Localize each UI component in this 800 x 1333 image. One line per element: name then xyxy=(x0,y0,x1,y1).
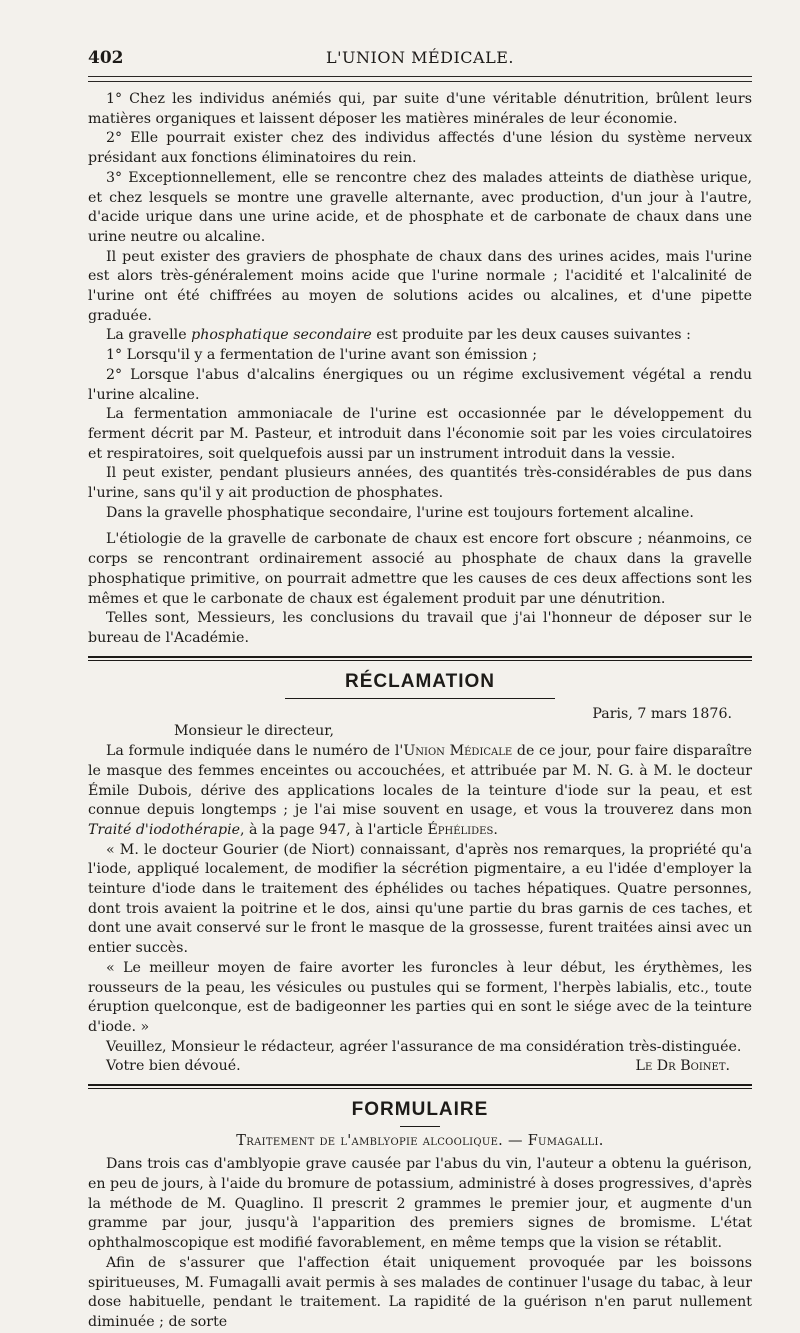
book-title: Traité d'iodothérapie xyxy=(88,821,241,838)
paragraph xyxy=(88,326,752,346)
text-run: est produite par les deux causes suivantes : xyxy=(371,327,691,344)
article-name: Éphélides xyxy=(427,821,494,838)
running-head: L'UNION MÉDICALE. xyxy=(326,48,514,67)
paragraph: L'étiologie de la gravelle de carbonate de chaux est encore fort obscure ; néanmoins, ce corps se rencontrant ordinairement associé au phosphate de chaux dans la gravelle phosphatique primitive, on pourrait admettre que les causes de ces deux affections sont les mêmes et que le carbonate de chaux est également produit par une dénutrition. xyxy=(88,531,752,607)
paragraph: « M. le docteur Gourier (de Niort) connaissant, d'après nos remarques, la propriété qu'a l'iode, appliqué localement, de modifier la sécrétion pigmentaire, a eu l'idée d'employer la teinture d'iode dans le traitement des éphélides ou taches hépatiques. Quatre personnes, dont trois avaient la poitrine et le dos, ainsi qu'une partie du bras garnis de ces taches, et dont une avait conservé sur le front le masque de la grossesse, furent traitées ainsi avec un entier succès. xyxy=(88,841,752,957)
reclamation-section xyxy=(88,671,752,1078)
section-title: RÉCLAMATION xyxy=(345,670,495,692)
paragraph: Afin de s'assurer que l'affection était uniquement provoquée par les boissons spiritueuses, M. Fumagalli avait permis à ses malades de continuer l'usage du tabac, à leur dose habituelle, pendant le traitement. La rapidité de la guérison n'en parut nullement diminuée ; de sorte xyxy=(88,1254,752,1330)
section-title: FORMULAIRE xyxy=(351,1099,489,1121)
intro-section xyxy=(88,90,752,649)
text-run: de ce jour, pour faire disparaître le masque des femmes enceintes ou accouchées, et attribuée par M. N. G. à M. le docteur Émile Dubois, dérive des applications locales de la teinture d'iode sur la peau, et est connue depuis longtemps ; je l'ai mise souvent en usage, et vous la trouverez dans mon xyxy=(88,743,752,819)
paragraph: Telles sont, Messieurs, les conclusions du travail que j'ai l'honneur de déposer sur le bureau de l'Académie. xyxy=(88,610,752,646)
paragraph: 1° Lorsqu'il y a fermentation de l'urine avant son émission ; xyxy=(106,347,537,364)
paragraph: 1° Chez les individus anémiés qui, par suite d'une véritable dénutrition, brûlent leurs matières organiques et laissent déposer les matières minérales de leur économie. xyxy=(88,91,752,127)
paragraph: Dans la gravelle phosphatique secondaire, l'urine est toujours fortement alcaline. xyxy=(106,504,694,521)
closing: Votre bien dévoué. xyxy=(106,1058,241,1075)
title-rule xyxy=(285,698,555,699)
paragraph xyxy=(88,742,752,841)
formulaire-section xyxy=(88,1099,752,1332)
signature: Le Dr Boinet. xyxy=(635,1058,730,1075)
header-rule xyxy=(88,81,752,82)
section-divider xyxy=(88,656,752,661)
paragraph: Veuillez, Monsieur le rédacteur, agréer l'assurance de ma considération très-distinguée. xyxy=(106,1038,742,1055)
article-title: Traitement de l'amblyopie alcoolique. — Fumagalli. xyxy=(236,1133,604,1150)
page-header xyxy=(88,46,752,77)
paragraph: Dans trois cas d'amblyopie grave causée par l'abus du vin, l'auteur a obtenu la guérison, en peu de jours, à l'aide du bromure de potassium, administré à doses progressives, d'après la méthode de M. Quaglino. Il prescrit 2 grammes le premier jour, et augmente d'un gramme par jour, jusqu'à l'apparition des premiers signes de bromisme. L'état ophthalmoscopique est modifié favorablement, en même temps que la vision se rétablit. xyxy=(88,1156,752,1252)
letter-date: Paris, 7 mars 1876. xyxy=(592,705,732,722)
title-rule xyxy=(400,1126,440,1127)
paragraph: La fermentation ammoniacale de l'urine est occasionnée par le développement du ferment décrit par M. Pasteur, et introduit dans l'économie soit par les voies circulatoires et respiratoires, soit quelquefois aussi par un instrument introduit dans la vessie. xyxy=(88,406,752,462)
text-run: La gravelle xyxy=(106,327,192,344)
italic-term: phosphatique secondaire xyxy=(191,327,372,344)
signature-line xyxy=(88,1057,752,1077)
paragraph: 3° Exceptionnellement, elle se rencontre chez des malades atteints de diathèse urique, et chez lesquels se montre une gravelle alternante, avec production, d'un jour à l'autre, d'acide urique dans une urine acide, et de phosphate et de carbonate de chaux dans une urine neutre ou alcaline. xyxy=(88,169,752,245)
text-run: , à la page 947, à l'article xyxy=(240,821,428,838)
journal-name: Union Médicale xyxy=(403,743,513,760)
paragraph: « Le meilleur moyen de faire avorter les furoncles à leur début, les érythèmes, les rousseurs de la peau, les vésicules ou pustules qui se forment, l'herpès labialis, etc., toute éruption quelconque, est de badigeonner les parties qui en sont le siége avec de la teinture d'iode. » xyxy=(88,959,752,1035)
paragraph: Il peut exister, pendant plusieurs années, des quantités très-considérables de pus dans l'urine, sans qu'il y ait production de phosphates. xyxy=(88,465,752,502)
text-run: La formule indiquée dans le numéro de l' xyxy=(106,743,404,760)
page-number: 402 xyxy=(88,48,124,68)
paragraph: 2° Lorsque l'abus d'alcalins énergiques ou un régime exclusivement végétal a rendu l'urine alcaline. xyxy=(88,366,752,403)
spacer xyxy=(88,523,752,530)
salutation: Monsieur le directeur, xyxy=(174,723,335,740)
section-divider xyxy=(88,1084,752,1089)
paragraph: 2° Elle pourrait exister chez des individus affectés d'une lésion du système nerveux présidant aux fonctions éliminatoires du rein. xyxy=(88,130,752,167)
text-run: . xyxy=(493,821,498,838)
paragraph: Il peut exister des graviers de phosphate de chaux dans des urines acides, mais l'urine est alors très-généralement moins acide que l'urine normale ; l'acidité et l'alcalinité de l'urine ont été chiffrées au moyen de solutions acides ou alcalines, et d'une pipette graduée. xyxy=(88,248,752,324)
